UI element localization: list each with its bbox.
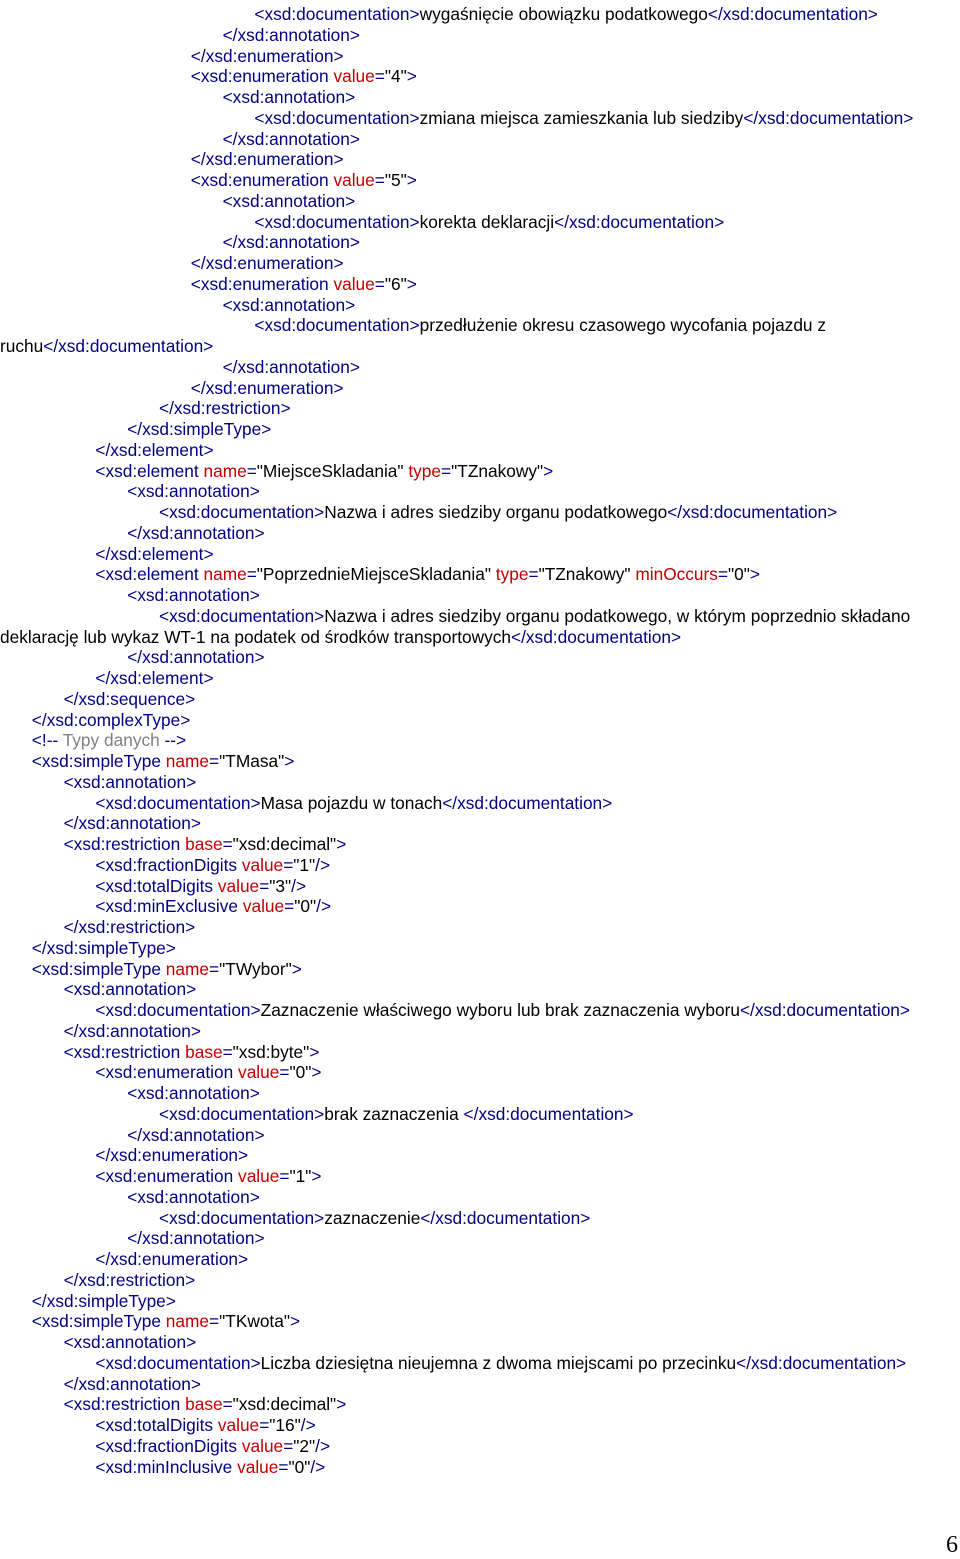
xml-attribute-name: type (408, 460, 442, 481)
code-line (0, 1021, 960, 1042)
code-line (0, 191, 960, 212)
xml-markup: = (279, 1062, 290, 1083)
xml-markup: <xsd:restriction (63, 1041, 186, 1062)
xml-markup: > (311, 1166, 322, 1186)
xml-markup: = (374, 170, 385, 190)
xml-markup: </xsd:restriction> (63, 917, 196, 937)
code-line (0, 274, 960, 295)
xml-text: korekta deklaracji (419, 211, 555, 232)
xml-attribute-name: value (241, 854, 284, 875)
xml-text: "0" (288, 1456, 311, 1477)
xml-markup: <xsd:annotation> (222, 190, 356, 211)
xml-text: "4" (384, 66, 407, 87)
code-line (0, 1436, 960, 1457)
xml-text: "1" (293, 854, 316, 875)
xml-markup: = (259, 875, 270, 896)
xml-text: brak zaznaczenia (324, 1103, 464, 1124)
code-line (0, 1457, 960, 1478)
xml-markup: </xsd:documentation> (736, 1352, 907, 1373)
xml-markup: </xsd:simpleType> (127, 419, 272, 439)
xml-markup: <xsd:documentation> (254, 107, 420, 128)
xml-markup: </xsd:documentation> (511, 626, 682, 647)
xml-text: Nazwa i adres siedziby organu podatkowego (324, 502, 668, 522)
code-line (0, 1125, 960, 1146)
xml-markup: <xsd:minExclusive (95, 896, 243, 917)
xml-markup: > (291, 958, 302, 979)
code-line (0, 66, 960, 87)
page-number: 6 (946, 1532, 958, 1558)
xml-markup: <!-- (31, 730, 59, 751)
xml-text: zaznaczenie (324, 1207, 421, 1228)
xml-attribute-name: value (241, 1435, 284, 1456)
xml-markup: <xsd:annotation> (63, 979, 197, 1000)
xml-text: "TWybor" (219, 958, 292, 979)
xml-markup: = (246, 460, 257, 481)
xml-attribute-name: name (203, 460, 247, 481)
xml-attribute-name: base (185, 1041, 223, 1062)
xml-text: "0" (294, 896, 317, 917)
xml-markup: <xsd:enumeration (95, 1166, 239, 1186)
code-line (0, 1042, 960, 1063)
xml-markup: = (279, 1166, 290, 1186)
xml-markup: </xsd:sequence> (63, 688, 196, 709)
xml-markup: <xsd:annotation> (63, 771, 197, 792)
xml-markup: </xsd:documentation> (743, 107, 914, 128)
xml-markup: </xsd:simpleType> (31, 937, 176, 958)
code-line (0, 1353, 960, 1374)
xml-text: "16" (269, 1415, 301, 1435)
code-line (0, 1228, 960, 1249)
xml-markup: <xsd:enumeration (190, 273, 334, 294)
code-line (0, 772, 960, 793)
code-line (0, 689, 960, 710)
xml-text: "0" (289, 1062, 312, 1083)
xml-markup: </xsd:annotation> (127, 1228, 265, 1249)
xml-text: "1" (289, 1166, 312, 1186)
xml-markup: <xsd:enumeration (95, 1062, 239, 1083)
xml-markup: <xsd:fractionDigits (95, 854, 242, 875)
xml-markup: </xsd:documentation> (667, 502, 838, 522)
xml-markup: <xsd:element (95, 460, 204, 481)
xml-attribute-name: value (238, 1062, 280, 1083)
xml-markup: > (336, 834, 347, 854)
code-line (0, 1083, 960, 1104)
xml-markup: </xsd:annotation> (63, 1373, 201, 1394)
xml-markup: /> (315, 854, 331, 875)
code-line (0, 1394, 960, 1415)
xml-attribute-name: value (333, 170, 375, 190)
xml-markup: <xsd:simpleType (31, 1311, 166, 1332)
code-line (0, 87, 960, 108)
xml-text: wygaśnięcie obowiązku podatkowego (419, 4, 708, 24)
xml-text: "TZnakowy" (538, 564, 631, 585)
code-line (0, 1311, 960, 1332)
code-line (0, 129, 960, 150)
xml-markup: <xsd:documentation> (95, 792, 261, 813)
xml-markup: /> (300, 1415, 316, 1435)
xml-comment-text: Typy danych (58, 730, 165, 751)
xml-markup: <xsd:documentation> (254, 4, 420, 24)
code-line (0, 876, 960, 897)
code-line (0, 253, 960, 274)
xml-markup: <xsd:documentation> (159, 502, 325, 522)
code-line (0, 1062, 960, 1083)
xml-markup: <xsd:annotation> (127, 585, 260, 605)
code-line (0, 710, 960, 731)
xml-attribute-name: name (203, 564, 247, 585)
xml-text: deklarację lub wykaz WT-1 na podatek od środków transportowych (0, 626, 512, 647)
xml-text: Nazwa i adres siedziby organu podatkowego, w którym poprzednio składano (324, 605, 911, 626)
code-line (0, 440, 960, 461)
xml-markup: /> (291, 875, 307, 896)
xml-markup: </xsd:annotation> (63, 813, 201, 834)
xml-markup: <xsd:documentation> (95, 1000, 261, 1020)
xml-markup: </xsd:documentation> (707, 4, 878, 24)
code-line (0, 25, 960, 46)
xml-markup: > (284, 751, 295, 771)
xml-markup: </xsd:element> (95, 668, 214, 688)
xml-markup: </xsd:enumeration> (95, 1249, 249, 1269)
xml-markup: </xsd:documentation> (43, 336, 214, 356)
xml-attribute-name: value (238, 1166, 280, 1186)
xml-markup: </xsd:annotation> (63, 1020, 201, 1041)
xml-markup: </xsd:documentation> (420, 1207, 591, 1228)
xml-markup: <xsd:simpleType (31, 958, 166, 979)
code-line (0, 564, 960, 585)
code-line (0, 917, 960, 938)
code-line (0, 1145, 960, 1166)
xml-markup: <xsd:minInclusive (95, 1456, 238, 1477)
xml-markup: = (283, 854, 294, 875)
xml-attribute-name: name (165, 751, 210, 771)
xml-markup: </xsd:enumeration> (95, 1145, 249, 1166)
xml-text: przedłużenie okresu czasowego wycofania pojazdu z (419, 315, 826, 336)
xml-markup: > (406, 66, 417, 87)
code-line (0, 295, 960, 316)
code-line (0, 855, 960, 876)
xml-text: ruchu (0, 336, 44, 356)
code-line (0, 419, 960, 440)
xml-markup: </xsd:annotation> (222, 356, 360, 377)
xml-markup: = (374, 66, 385, 87)
code-line (0, 606, 960, 627)
code-line (0, 1249, 960, 1270)
code-line (0, 813, 960, 834)
xml-markup: /> (315, 1435, 331, 1456)
xml-attribute-name: type (495, 564, 529, 585)
xml-markup: </xsd:annotation> (222, 128, 360, 149)
xml-attribute-name: value (333, 273, 375, 294)
xml-markup: <xsd:documentation> (159, 1103, 325, 1124)
code-line (0, 398, 960, 419)
code-line (0, 149, 960, 170)
code-line (0, 793, 960, 814)
xml-markup: </xsd:enumeration> (190, 253, 344, 273)
xml-markup: <xsd:documentation> (95, 1352, 261, 1373)
code-line (0, 585, 960, 606)
xml-markup: </xsd:restriction> (159, 398, 291, 419)
xml-markup: </xsd:simpleType> (31, 1290, 176, 1311)
xml-attribute-name: value (242, 896, 285, 917)
xml-markup: </xsd:restriction> (63, 1269, 196, 1290)
xml-text: zmiana miejsca zamieszkania lub siedziby (419, 107, 744, 128)
xml-markup: </xsd:documentation> (739, 1000, 911, 1020)
code-line (0, 979, 960, 1000)
xml-markup: = (259, 1415, 270, 1435)
xml-markup: = (222, 1394, 233, 1415)
xml-text: Liczba dziesiętna nieujemna z dwoma miejscami po przecinku (260, 1352, 737, 1373)
code-line (0, 212, 960, 233)
code-line (0, 481, 960, 502)
code-line (0, 4, 960, 25)
xml-attribute-name: base (185, 1394, 223, 1415)
xml-text: "xsd:decimal" (232, 1394, 337, 1415)
xml-attribute-name: value (333, 66, 375, 87)
xml-markup: </xsd:element> (95, 439, 214, 460)
xml-markup: <xsd:documentation> (254, 315, 420, 336)
code-line (0, 108, 960, 129)
xml-markup: </xsd:annotation> (127, 647, 265, 668)
xml-markup: = (441, 460, 452, 481)
xml-attribute-name: minOccurs (635, 564, 718, 585)
xml-markup: = (209, 1311, 220, 1332)
xml-attribute-name: value (217, 1415, 260, 1435)
xml-markup: <xsd:element (95, 564, 204, 585)
code-line (0, 1166, 960, 1187)
xml-markup: <xsd:documentation> (159, 1207, 325, 1228)
code-line (0, 461, 960, 482)
xml-markup: <xsd:restriction (63, 1394, 186, 1415)
code-line (0, 959, 960, 980)
code-line (0, 668, 960, 689)
code-line (0, 834, 960, 855)
xml-text: "xsd:decimal" (232, 834, 337, 854)
code-line (0, 896, 960, 917)
xml-markup: = (283, 1435, 294, 1456)
xml-markup: </xsd:documentation> (442, 792, 613, 813)
code-line (0, 46, 960, 67)
code-line (0, 378, 960, 399)
xml-text: Zaznaczenie właściwego wyboru lub brak zaznaczenia wyboru (260, 1000, 740, 1020)
xml-markup: </xsd:complexType> (31, 709, 191, 730)
xml-text: "2" (293, 1435, 316, 1456)
xml-markup: <xsd:documentation> (254, 211, 420, 232)
xml-markup: > (311, 1062, 322, 1083)
code-line (0, 751, 960, 772)
xml-markup: = (374, 273, 385, 294)
xml-attribute-name: value (217, 875, 260, 896)
xml-markup: <xsd:documentation> (159, 605, 325, 626)
code-line (0, 1415, 960, 1436)
xml-markup: > (289, 1311, 301, 1332)
xml-text: "TZnakowy" (451, 460, 544, 481)
xml-markup: > (309, 1041, 320, 1062)
xml-text: "5" (384, 170, 407, 190)
code-line (0, 730, 960, 751)
xml-markup: = (528, 564, 539, 585)
xml-markup: </xsd:annotation> (127, 522, 265, 543)
xml-text: "xsd:byte" (232, 1041, 310, 1062)
xml-markup: </xsd:annotation> (222, 232, 360, 253)
xml-text: "MiejsceSkladania" (256, 460, 404, 481)
xml-markup: </xsd:annotation> (127, 1124, 265, 1145)
xml-markup: </xsd:documentation> (554, 211, 725, 232)
code-line (0, 1291, 960, 1312)
code-line (0, 1187, 960, 1208)
xml-text: "0" (728, 564, 750, 585)
code-line (0, 1000, 960, 1021)
xml-markup: <xsd:totalDigits (95, 875, 218, 896)
xml-markup: </xsd:element> (95, 543, 214, 564)
xml-markup: <xsd:fractionDigits (95, 1435, 242, 1456)
code-line (0, 1270, 960, 1291)
xml-markup: </xsd:enumeration> (190, 149, 344, 170)
xml-markup: <xsd:annotation> (222, 87, 356, 107)
code-line (0, 938, 960, 959)
code-line (0, 1104, 960, 1125)
code-line (0, 1332, 960, 1353)
xml-markup: --> (164, 730, 187, 751)
xml-text: "TMasa" (219, 751, 285, 771)
xml-markup: <xsd:enumeration (190, 170, 334, 190)
xml-markup: </xsd:annotation> (222, 24, 360, 45)
xml-markup: > (543, 460, 554, 481)
code-line (0, 502, 960, 523)
xml-markup: /> (316, 896, 332, 917)
code-line (0, 544, 960, 565)
code-line (0, 336, 960, 357)
xml-markup: = (246, 564, 257, 585)
xml-markup: = (717, 564, 729, 585)
xml-markup: = (284, 896, 295, 917)
code-line (0, 627, 960, 648)
xml-markup: </xsd:enumeration> (190, 45, 344, 66)
code-line (0, 1208, 960, 1229)
code-line (0, 523, 960, 544)
xml-markup: <xsd:annotation> (127, 1083, 260, 1103)
code-line (0, 647, 960, 668)
xml-markup: > (406, 273, 417, 294)
xml-code-listing (0, 4, 960, 1477)
xml-text: "6" (384, 273, 407, 294)
xml-markup: <xsd:simpleType (31, 751, 166, 771)
xml-markup: </xsd:enumeration> (190, 377, 344, 398)
xml-markup: = (209, 958, 220, 979)
xml-markup: > (749, 564, 761, 585)
code-line (0, 232, 960, 253)
xml-markup: <xsd:totalDigits (95, 1415, 218, 1435)
xml-markup: <xsd:annotation> (63, 1332, 197, 1352)
code-line (0, 357, 960, 378)
xml-text: Masa pojazdu w tonach (260, 792, 443, 813)
xml-markup: = (222, 834, 233, 854)
xml-markup: = (222, 1041, 233, 1062)
xml-text: "TKwota" (219, 1311, 290, 1332)
xml-markup: = (278, 1456, 289, 1477)
code-line (0, 170, 960, 191)
xml-markup: /> (310, 1456, 326, 1477)
xml-markup: = (209, 751, 220, 771)
xml-markup: > (336, 1394, 347, 1415)
xml-attribute-name: value (237, 1456, 279, 1477)
xml-markup: <xsd:enumeration (190, 66, 334, 87)
xml-attribute-name: base (185, 834, 223, 854)
xml-markup: <xsd:restriction (63, 834, 186, 854)
xml-attribute-name: name (165, 1311, 210, 1332)
xml-text: "PoprzednieMiejsceSkladania" (256, 564, 491, 585)
code-line (0, 315, 960, 336)
xml-markup: > (406, 170, 417, 190)
xml-text: "3" (269, 875, 292, 896)
code-line (0, 1374, 960, 1395)
xml-markup: <xsd:annotation> (222, 294, 356, 315)
xml-attribute-name: name (165, 958, 210, 979)
xml-markup: <xsd:annotation> (127, 481, 260, 502)
xml-markup: <xsd:annotation> (127, 1186, 260, 1207)
xml-markup: </xsd:documentation> (463, 1103, 634, 1124)
